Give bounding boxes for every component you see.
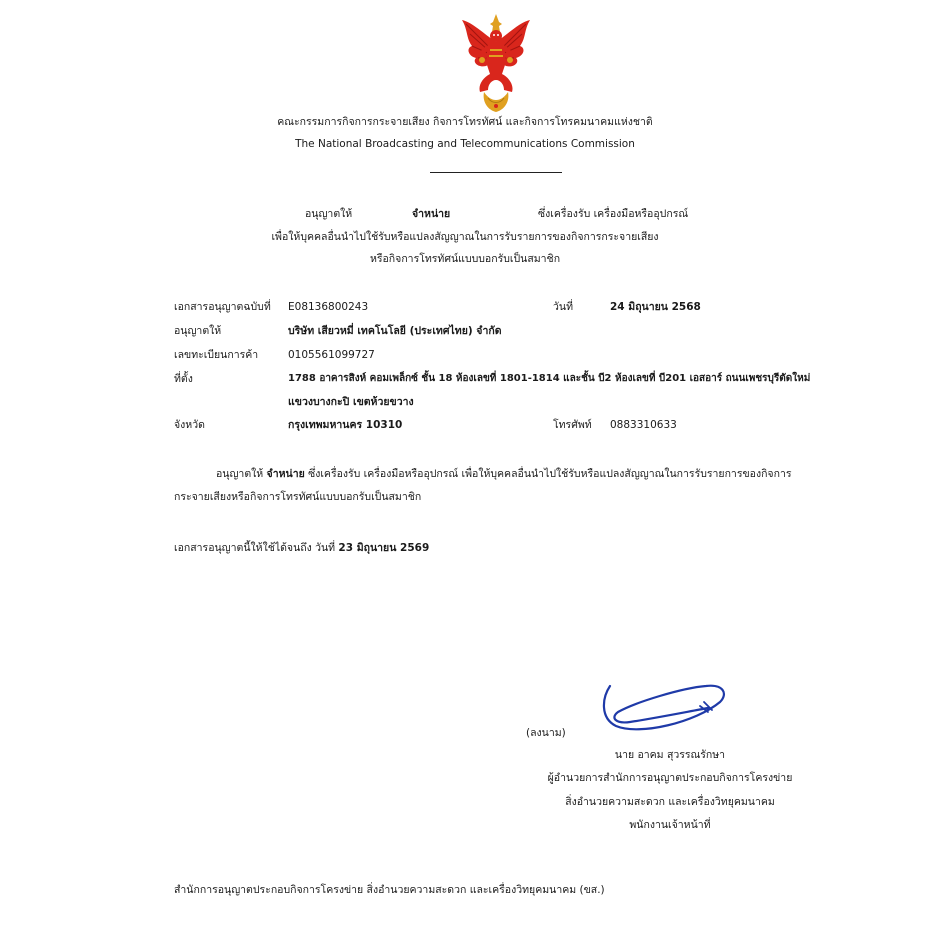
- validity-prefix: เอกสารอนุญาตนี้ให้ใช้ได้จนถึง วันที่: [174, 542, 336, 554]
- validity-line: [174, 541, 429, 555]
- purpose-action: จำหน่าย: [412, 208, 451, 220]
- doc-number: E08136800243: [288, 301, 369, 313]
- body-paragraph-line-2: กระจายเสียงหรือกิจการโทรทัศน์แบบบอกรับเป็นสมาชิก: [174, 491, 422, 503]
- licensee-label: อนุญาตให้: [174, 325, 222, 337]
- body-action: จำหน่าย: [266, 468, 305, 480]
- registration-number: 0105561099727: [288, 349, 375, 361]
- footer-office: สำนักการอนุญาตประกอบกิจการโครงข่าย สิ่งอำนวยความสะดวก และเครื่องวิทยุคมนาคม (ขส.): [174, 884, 605, 896]
- body-paragraph-line-1: [216, 467, 791, 481]
- body-prefix: อนุญาตให้: [216, 468, 264, 480]
- province: กรุงเทพมหานคร 10310: [288, 419, 403, 431]
- header-divider: [430, 172, 562, 173]
- province-label: จังหวัด: [174, 419, 205, 431]
- address-line-2: แขวงบางกะปิ เขตห้วยขวาง: [288, 396, 414, 408]
- validity-date: 23 มิถุนายน 2569: [338, 542, 430, 554]
- registration-label: เลขทะเบียนการค้า: [174, 349, 259, 361]
- phone-number: 0883310633: [610, 419, 677, 431]
- organization-name-english: The National Broadcasting and Telecommunications Commission: [295, 138, 635, 150]
- doc-number-label: เอกสารอนุญาตฉบับที่: [174, 301, 271, 313]
- issue-date: 24 มิถุนายน 2568: [610, 301, 701, 313]
- organization-name-thai: คณะกรรมการกิจการกระจายเสียง กิจการโทรทัศน์ และกิจการโทรคมนาคมแห่งชาติ: [277, 116, 653, 128]
- signatory-title-1: ผู้อำนวยการสำนักการอนุญาตประกอบกิจการโครงข่าย: [547, 772, 793, 784]
- signatory-name: นาย อาคม สุวรรณรักษา: [614, 749, 726, 761]
- handwritten-signature: [596, 678, 730, 734]
- address-label: ที่ตั้ง: [174, 373, 193, 385]
- signatory-title-3: พนักงานเจ้าหน้าที่: [629, 819, 711, 831]
- licensee-name: บริษัท เสียวหมี่ เทคโนโลยี (ประเทศไทย) จำกัด: [288, 325, 502, 337]
- date-label: วันที่: [553, 301, 573, 313]
- purpose-line-3: หรือกิจการโทรทัศน์แบบบอกรับเป็นสมาชิก: [369, 253, 561, 265]
- phone-label: โทรศัพท์: [553, 419, 592, 431]
- garuda-emblem-icon: [458, 12, 534, 114]
- sign-label: (ลงนาม): [526, 727, 566, 739]
- purpose-device-text: ซึ่งเครื่องรับ เครื่องมือหรืออุปกรณ์: [538, 208, 689, 220]
- purpose-allow-label: อนุญาตให้: [305, 208, 353, 220]
- purpose-line-2: เพื่อให้บุคคลอื่นนำไปใช้รับหรือแปลงสัญญาณในการรับรายการของกิจการกระจายเสียง: [271, 231, 659, 243]
- body-rest: ซึ่งเครื่องรับ เครื่องมือหรืออุปกรณ์ เพื่อให้บุคคลอื่นนำไปใช้รับหรือแปลงสัญญาณในการรับรายการของกิจการ: [308, 468, 792, 480]
- address-line-1: 1788 อาคารสิงห์ คอมเพล็กซ์ ชั้น 18 ห้องเลขที่ 1801-1814 และชั้น บี2 ห้องเลขที่ บี201 เอสอาร์ ถนนเพชรบุรีตัดใหม่: [288, 373, 811, 384]
- signatory-title-2: สิ่งอำนวยความสะดวก และเครื่องวิทยุคมนาคม: [565, 796, 775, 808]
